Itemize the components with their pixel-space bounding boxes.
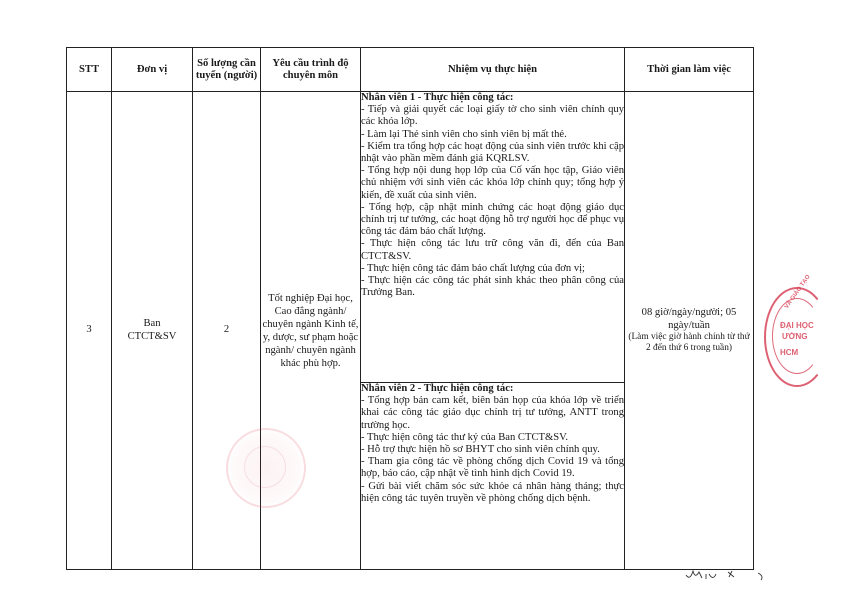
staff1-duty-item: - Thực hiện công tác đảm bảo chất lượng của đơn vị; [361,262,585,274]
staff2-duty-item: - Thực hiện công tác thư ký của Ban CTCT&SV. [361,431,569,443]
seal-text: ĐẠI HỌC [780,321,814,330]
header-unit: Đơn vị [112,48,193,92]
staff1-duty-item: - Tổng hợp, cập nhật minh chứng các hoạt động giáo dục chính trị tư tưởng, các hoạt động hỗ trợ người học để phục vụ công tác đảm bảo chất lượng. [361,201,624,238]
header-row [67,48,754,92]
header-quantity: Số lượng cần tuyển (người) [193,48,261,92]
staff1-duty-item: - Thực hiện các công tác phát sinh khác theo phân công của Trưởng Ban. [361,275,624,299]
staff2-duty-item: - Tham gia công tác về phòng chống dịch Covid 19 và tổng hợp, báo cáo, cập nhật về tình hình dịch Covid 19. [361,456,624,480]
cell-working-time [625,92,754,570]
staff1-duty-item: - Tổng hợp nội dung họp lớp của Cố vấn học tập, Giáo viên chủ nhiệm với sinh viên các khóa lớp chính quy; tổng hợp ý kiến, đề xuất của sinh viên. [361,165,624,201]
handwritten-signature [682,565,772,585]
header-qualification: Yêu cầu trình độ chuyên môn [261,48,361,92]
staff1-title: Nhân viên 1 - Thực hiện công tác: [361,92,514,103]
cell-unit [112,92,193,570]
cell-staff2-duties [361,383,625,570]
header-stt: STT [67,48,112,92]
seal-text: ƯỜNG [782,332,808,341]
working-hours: 08 giờ/ngày/người; 05 ngày/tuần [641,307,737,331]
staff1-duty-item: - Tiếp và giải quyết các loại giấy tờ cho sinh viên chính quy các khóa lớp. [361,104,624,128]
cell-quantity: 2 [193,92,261,570]
faint-stamp-ring [244,446,286,488]
staff2-duty-item: - Gửi bài viết chăm sóc sức khỏe cá nhân hàng tháng; thực hiện công tác tuyên truyền về phòng chống dịch bệnh. [361,480,624,504]
unit-text: Ban CTCT&SV [127,318,177,342]
cell-stt: 3 [67,92,112,570]
recruitment-table [66,47,754,570]
working-hours-note: (Làm việc giờ hành chính từ thứ 2 đến thứ 6 trong tuần) [628,332,750,353]
staff1-duty-item: - Kiểm tra tổng hợp các hoạt động của sinh viên trước khi cập nhật vào phần mềm đánh giá KQRLSV. [361,140,624,165]
cell-staff1-duties [361,92,625,383]
table-row [67,92,754,383]
staff1-duty-item: - Làm lại Thẻ sinh viên cho sinh viên bị mất thẻ. [361,128,567,140]
seal-text: HCM [780,348,799,357]
staff1-duty-item: - Thực hiện công tác lưu trữ công văn đi, đến của Ban CTCT&SV. [361,238,624,262]
header-time: Thời gian làm việc [625,48,754,92]
seal-text: VÀ GIÁO TẠO [784,274,812,310]
staff2-duty-item: - Tổng hợp bản cam kết, biên bản họp của khóa lớp về triển khai các công tác giáo dục chính trị tư tưởng, ANTT trong trường học. [361,395,624,431]
cell-qualification: Tốt nghiệp Đại học, Cao đẳng ngành/ chuyên ngành Kinh tế, y, dược, sư phạm hoặc ngành/ chuyên ngành khác phù hợp. [261,92,361,570]
staff2-duty-item: - Hỗ trợ thực hiện hồ sơ BHYT cho sinh viên chính quy. [361,444,600,456]
staff2-title: Nhân viên 2 - Thực hiện công tác: [361,383,514,394]
header-duties: Nhiệm vụ thực hiện [361,48,625,92]
